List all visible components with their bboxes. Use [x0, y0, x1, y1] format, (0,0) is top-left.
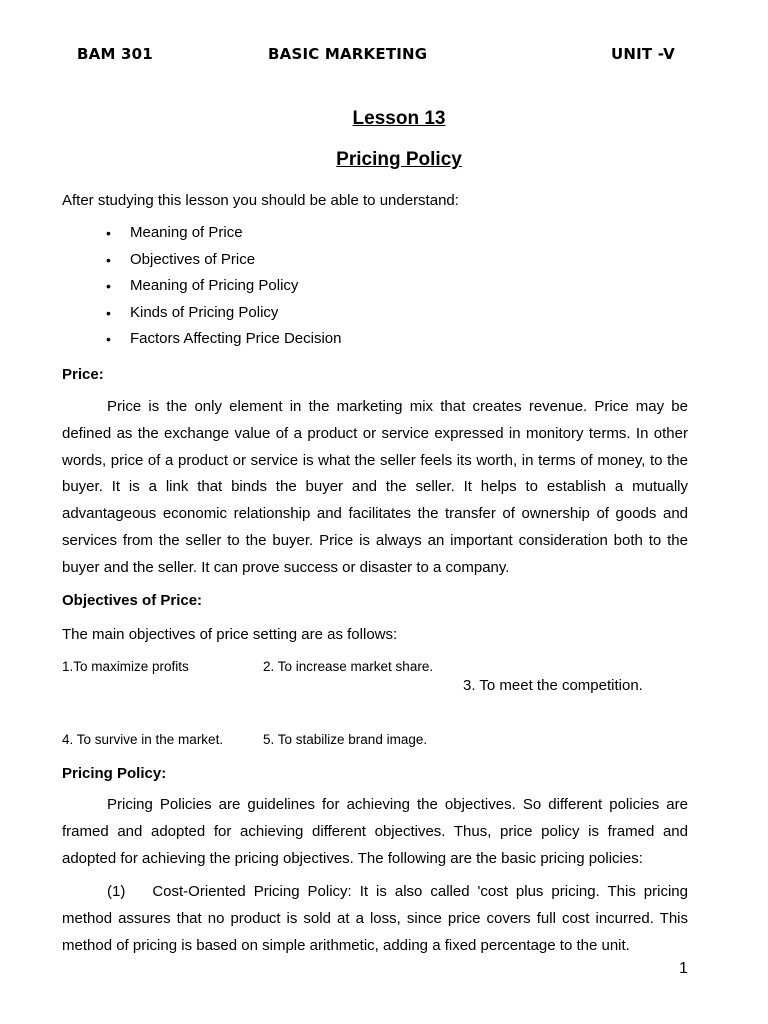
list-item: • Kinds of Pricing Policy — [106, 303, 279, 321]
list-item: • Meaning of Pricing Policy — [106, 277, 299, 295]
intro-text: After studying this lesson you should be able to understand: — [62, 192, 459, 209]
bullet-icon: • — [106, 225, 111, 241]
page-number: 1 — [679, 960, 688, 977]
item-number: (1) — [107, 883, 126, 900]
list-item: • Objectives of Price — [106, 250, 256, 268]
page-title: Pricing Policy — [336, 149, 462, 170]
list-item: • Meaning of Price — [106, 224, 243, 241]
policy-paragraph: Pricing Policies are guidelines for achieving the objectives. So different policies are framed and adopted for achieving different objectives. Thus, price policy is framed and adopted for achieving the pricing objectives. The following are the basic pricing policies: — [62, 796, 688, 867]
list-item: • Factors Affecting Price Decision — [106, 330, 342, 348]
bullet-icon: • — [106, 251, 111, 268]
price-objective-2: 2. To increase market share. — [263, 659, 434, 674]
objectives-intro: The main objectives of price setting are as follows: — [62, 626, 398, 643]
bullet-icon: • — [106, 278, 111, 295]
price-objective-5: 5. To stabilize brand image. — [263, 732, 428, 747]
lesson-title: Lesson 13 — [352, 108, 446, 129]
price-objective-1: 1.To maximize profits — [62, 659, 189, 674]
bullet-icon: • — [106, 304, 111, 321]
course-title: BASIC MARKETING — [268, 45, 428, 63]
price-paragraph: Price is the only element in the marketing mix that creates revenue. Price may be defined as the exchange value of a product or service expressed in monitory terms. In other words, price of a product or service is what the seller feels its worth, in terms of money, to the buyer. It is a link that binds the buyer and the seller. It helps to establish a mutually advantageous economic relationship and facilitates the transfer of ownership of goods and services from the seller to the buyer. Price is always an important consideration both to the buyer and the seller. It can prove success or disaster to a company. — [62, 398, 688, 576]
cost-oriented-paragraph: (1) Cost-Oriented Pricing Policy: It is also called 'cost plus pricing. This pricing method assures that no product is sold at a loss, since price covers full cost incurred. This method of pricing is based on simple arithmetic, adding a fixed percentage to the unit. — [62, 883, 688, 954]
price-objective-4: 4. To survive in the market. — [62, 732, 224, 747]
policy-heading: Pricing Policy: — [62, 765, 167, 782]
objectives-heading: Objectives of Price: — [62, 592, 203, 609]
course-code: BAM 301 — [77, 45, 153, 63]
bullet-icon: • — [106, 331, 111, 348]
learning-objectives-list — [106, 224, 341, 357]
price-heading: Price: — [62, 366, 104, 383]
unit-label: UNIT -V — [611, 45, 675, 63]
price-objective-3: 3. To meet the competition. — [463, 677, 643, 694]
